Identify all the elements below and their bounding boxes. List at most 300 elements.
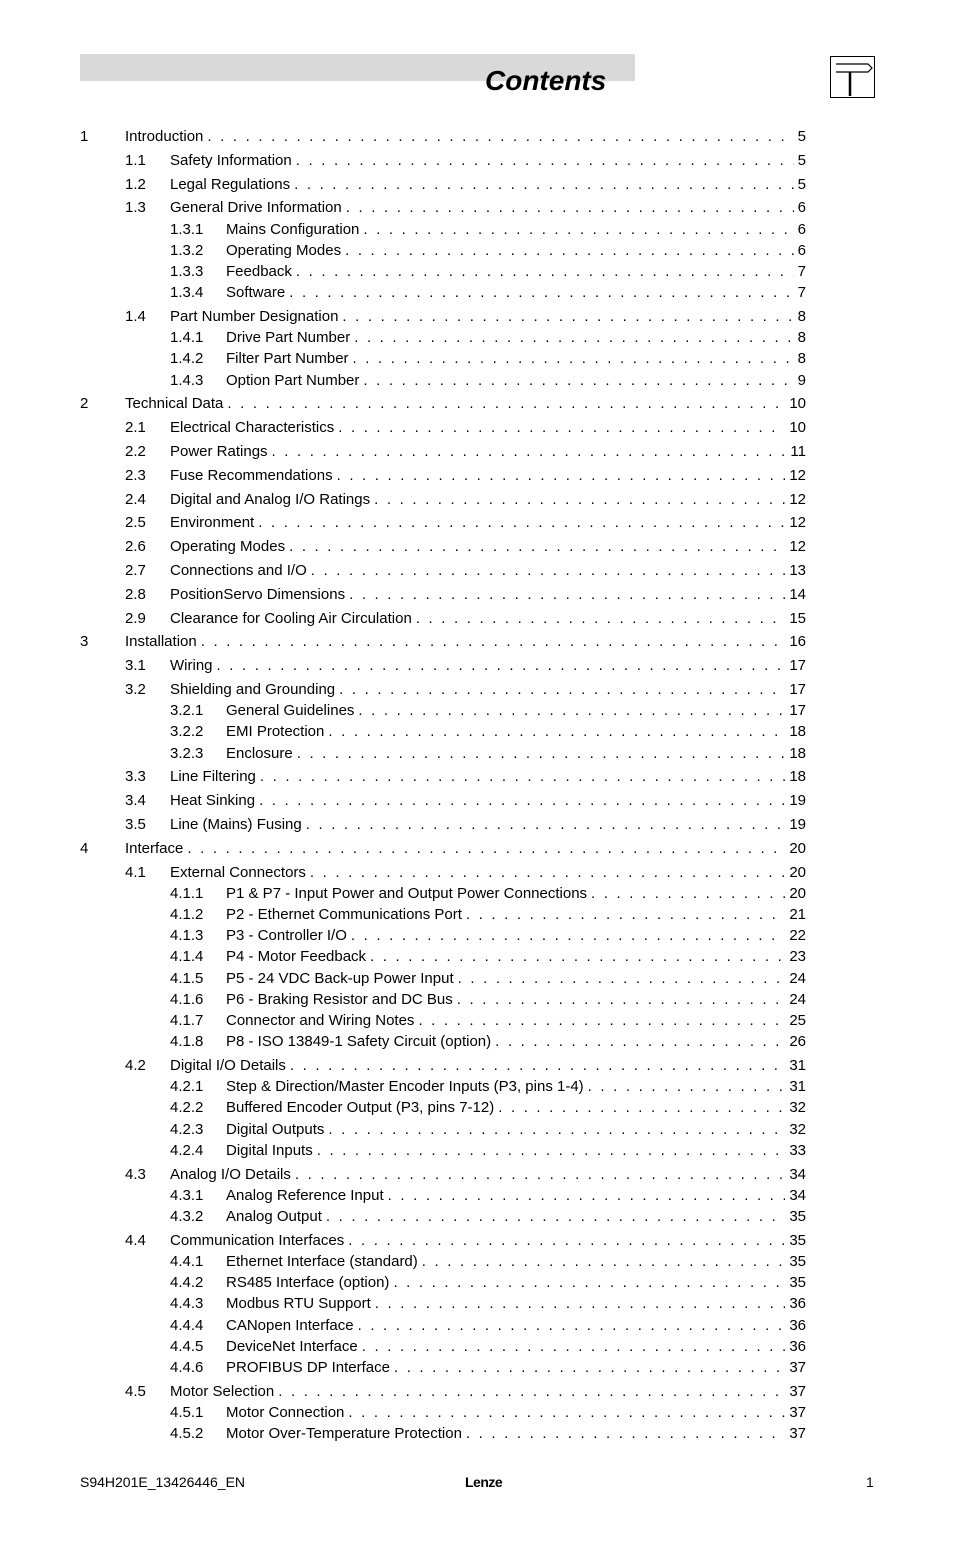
- dot-leader: [349, 585, 785, 605]
- toc-entry-line: [170, 513, 806, 533]
- toc-entry-page: 12: [789, 490, 806, 508]
- dot-leader: [351, 926, 785, 946]
- toc-entry-line: [226, 722, 806, 742]
- toc-entry[interactable]: [0, 418, 954, 438]
- toc-entry-line: [226, 1120, 806, 1140]
- toc-entry[interactable]: [0, 241, 954, 261]
- toc-entry-title: Technical Data: [125, 394, 227, 414]
- toc-entry-title: Digital Inputs: [226, 1141, 317, 1161]
- footer-page-number: 1: [866, 1474, 874, 1490]
- toc-entry[interactable]: [0, 791, 954, 811]
- dot-leader: [311, 561, 786, 581]
- toc-entry-page: 37: [789, 1425, 806, 1443]
- dot-leader: [418, 1011, 785, 1031]
- toc-entry-line: [226, 1424, 806, 1444]
- toc-entry-page: 25: [789, 1012, 806, 1029]
- toc-entry[interactable]: [0, 884, 954, 904]
- toc-entry-title: Electrical Characteristics: [170, 418, 338, 438]
- toc-entry-line: [226, 1337, 806, 1357]
- toc-entry-title: Drive Part Number: [226, 328, 354, 348]
- dot-leader: [326, 1207, 785, 1227]
- toc-entry[interactable]: [0, 632, 954, 652]
- toc-entry-page: 20: [789, 884, 806, 902]
- toc-entry-title: Clearance for Cooling Air Circulation: [170, 609, 416, 629]
- toc-entry-line: [125, 394, 806, 414]
- toc-entry-number: 4: [80, 839, 89, 857]
- toc-entry-page: 8: [797, 329, 806, 347]
- toc-entry-number: 1.3.3: [170, 263, 204, 280]
- toc-entry-number: 2.8: [125, 585, 146, 603]
- toc-entry-title: External Connectors: [170, 863, 310, 883]
- toc-entry-line: [170, 1231, 806, 1251]
- toc-entry-number: 4.2.2: [170, 1099, 204, 1117]
- toc-entry-page: 31: [789, 1078, 806, 1096]
- toc-entry-title: P4 - Motor Feedback: [226, 947, 370, 967]
- toc-entry-page: 5: [797, 175, 806, 193]
- toc-entry[interactable]: [0, 585, 954, 605]
- toc-entry-page: 16: [789, 633, 806, 651]
- toc-entry[interactable]: [0, 1056, 954, 1076]
- toc-entry-title: Motor Connection: [226, 1403, 348, 1423]
- dot-leader: [272, 442, 787, 462]
- toc-entry[interactable]: [0, 609, 954, 629]
- dot-leader: [259, 791, 785, 811]
- toc-entry-title: Digital and Analog I/O Ratings: [170, 490, 374, 510]
- dot-leader: [495, 1032, 785, 1052]
- toc-entry-title: Filter Part Number: [226, 349, 353, 369]
- toc-entry-line: [226, 1403, 806, 1423]
- toc-entry-title: P8 - ISO 13849-1 Safety Circuit (option): [226, 1032, 495, 1052]
- toc-entry-title: Part Number Designation: [170, 307, 342, 327]
- toc-entry[interactable]: [0, 1231, 954, 1251]
- dot-leader: [342, 307, 793, 327]
- toc-entry[interactable]: [0, 371, 954, 391]
- toc-entry-number: 1.4.3: [170, 371, 204, 389]
- dot-leader: [289, 537, 785, 557]
- dot-leader: [422, 1252, 786, 1272]
- toc-entry[interactable]: [0, 990, 954, 1010]
- dot-leader: [370, 947, 785, 967]
- toc-entry-page: 19: [789, 792, 806, 810]
- toc-entry[interactable]: [0, 307, 954, 327]
- dot-leader: [339, 680, 785, 700]
- toc-entry-number: 1.4: [125, 308, 146, 325]
- toc-entry-title: Fuse Recommendations: [170, 466, 337, 486]
- dot-leader: [457, 990, 786, 1010]
- toc-entry[interactable]: [0, 490, 954, 510]
- toc-entry-number: 4.2.1: [170, 1078, 204, 1096]
- toc-entry-number: 1.2: [125, 175, 146, 193]
- toc-entry-title: Analog Reference Input: [226, 1186, 388, 1206]
- toc-entry-page: 31: [789, 1057, 806, 1074]
- toc-entry-number: 2.2: [125, 443, 146, 460]
- toc-entry-line: [170, 585, 806, 605]
- toc-entry-title: Wiring: [170, 656, 217, 676]
- toc-entry[interactable]: [0, 1294, 954, 1314]
- dot-leader: [394, 1358, 785, 1378]
- toc-entry-title: Motor Over-Temperature Protection: [226, 1424, 466, 1444]
- toc-entry-line: [226, 969, 806, 989]
- toc-entry-number: 2.9: [125, 609, 146, 627]
- toc-entry-title: P3 - Controller I/O: [226, 926, 351, 946]
- toc-entry-page: 19: [789, 816, 806, 833]
- toc-entry-title: Analog I/O Details: [170, 1165, 295, 1185]
- toc-entry-title: Shielding and Grounding: [170, 680, 339, 700]
- toc-entry[interactable]: [0, 926, 954, 946]
- toc-entry[interactable]: [0, 1424, 954, 1444]
- toc-entry-title: Communication Interfaces: [170, 1231, 348, 1251]
- toc-entry[interactable]: [0, 394, 954, 414]
- toc-entry[interactable]: [0, 1077, 954, 1097]
- toc-entry-title: General Guidelines: [226, 701, 358, 721]
- toc-entry-number: 3.2: [125, 681, 146, 698]
- toc-entry[interactable]: [0, 1337, 954, 1357]
- toc-entry-page: 14: [789, 585, 806, 603]
- toc-entry[interactable]: [0, 220, 954, 240]
- toc-entry-page: 24: [789, 969, 806, 987]
- dot-leader: [466, 1424, 785, 1444]
- toc-entry[interactable]: [0, 151, 954, 171]
- toc-entry-line: [226, 1273, 806, 1293]
- toc-entry-page: 36: [789, 1316, 806, 1334]
- toc-entry-page: 6: [797, 241, 806, 259]
- dot-leader: [187, 839, 785, 859]
- toc-entry-title: DeviceNet Interface: [226, 1337, 362, 1357]
- toc-entry-number: 4.5.2: [170, 1425, 204, 1443]
- toc-entry-page: 12: [789, 538, 806, 556]
- toc-entry-line: [226, 328, 806, 348]
- toc-entry-number: 4.3: [125, 1165, 146, 1183]
- toc-entry-number: 4.1: [125, 863, 146, 881]
- toc-entry-title: Legal Regulations: [170, 175, 294, 195]
- toc-entry-title: EMI Protection: [226, 722, 328, 742]
- toc-entry-number: 4.2.4: [170, 1141, 204, 1159]
- toc-entry-page: 32: [789, 1120, 806, 1138]
- toc-entry-line: [170, 537, 806, 557]
- toc-entry-page: 36: [789, 1337, 806, 1355]
- dot-leader: [258, 513, 785, 533]
- toc-entry-page: 26: [789, 1033, 806, 1051]
- dot-leader: [296, 262, 794, 282]
- toc-entry[interactable]: [0, 744, 954, 764]
- toc-entry-number: 3.4: [125, 792, 146, 810]
- toc-entry-title: Analog Output: [226, 1207, 326, 1227]
- dot-leader: [591, 884, 785, 904]
- toc-entry-line: [170, 863, 806, 883]
- toc-entry-title: Software: [226, 283, 289, 303]
- toc-entry[interactable]: [0, 1382, 954, 1402]
- toc-entry-line: [170, 656, 806, 676]
- toc-entry-line: [226, 1207, 806, 1227]
- toc-entry[interactable]: [0, 1141, 954, 1161]
- toc-entry[interactable]: [0, 722, 954, 742]
- toc-entry-title: Digital I/O Details: [170, 1056, 290, 1076]
- toc-entry[interactable]: [0, 1120, 954, 1140]
- toc-entry-line: [226, 283, 806, 303]
- toc-entry[interactable]: [0, 815, 954, 835]
- toc-entry[interactable]: [0, 537, 954, 557]
- toc-entry-number: 4.3.1: [170, 1186, 204, 1204]
- dot-leader: [466, 905, 785, 925]
- dot-leader: [207, 127, 793, 147]
- toc-entry-number: 4.4.5: [170, 1337, 204, 1355]
- toc-entry-number: 4.1.3: [170, 927, 204, 945]
- toc-entry-page: 35: [789, 1208, 806, 1225]
- toc-entry[interactable]: [0, 905, 954, 925]
- toc-entry-title: P1 & P7 - Input Power and Output Power Connections: [226, 884, 591, 904]
- toc-entry-title: Line Filtering: [170, 767, 260, 787]
- toc-entry-page: 15: [789, 609, 806, 627]
- toc-entry-page: 8: [797, 308, 806, 325]
- toc-entry-number: 2.1: [125, 419, 146, 437]
- dot-leader: [358, 1316, 786, 1336]
- toc-entry-line: [170, 609, 806, 629]
- toc-entry[interactable]: [0, 1186, 954, 1206]
- toc-entry-page: 9: [797, 371, 806, 389]
- toc-entry-line: [170, 815, 806, 835]
- toc-entry-line: [226, 947, 806, 967]
- toc-entry-page: 18: [789, 768, 806, 786]
- toc-entry[interactable]: [0, 198, 954, 218]
- toc-entry-number: 2.7: [125, 562, 146, 579]
- toc-entry-line: [170, 175, 806, 195]
- toc-entry-number: 2.6: [125, 538, 146, 556]
- dot-leader: [328, 722, 785, 742]
- dot-leader: [290, 1056, 785, 1076]
- toc-entry-page: 35: [789, 1231, 806, 1249]
- toc-entry-line: [170, 307, 806, 327]
- dot-leader: [363, 371, 793, 391]
- toc-entry[interactable]: [0, 1273, 954, 1293]
- toc-entry-page: 7: [797, 263, 806, 280]
- toc-entry[interactable]: [0, 1011, 954, 1031]
- toc-entry[interactable]: [0, 947, 954, 967]
- toc-entry-title: Safety Information: [170, 151, 296, 171]
- toc-entry-title: CANopen Interface: [226, 1316, 358, 1336]
- toc-entry-title: P5 - 24 VDC Back-up Power Input: [226, 969, 458, 989]
- toc-entry-line: [226, 701, 806, 721]
- toc-entry-title: Modbus RTU Support: [226, 1294, 375, 1314]
- toc-entry[interactable]: [0, 442, 954, 462]
- dot-leader: [338, 418, 785, 438]
- toc-entry[interactable]: [0, 767, 954, 787]
- dot-leader: [337, 466, 786, 486]
- toc-entry-number: 3.5: [125, 816, 146, 833]
- toc-entry-number: 4.1.4: [170, 948, 204, 966]
- toc-entry-line: [170, 442, 806, 462]
- toc-entry-line: [170, 198, 806, 218]
- toc-entry-title: Ethernet Interface (standard): [226, 1252, 422, 1272]
- toc-entry-page: 24: [789, 990, 806, 1008]
- toc-entry[interactable]: [0, 969, 954, 989]
- toc-entry[interactable]: [0, 328, 954, 348]
- toc-entry-line: [226, 905, 806, 925]
- toc-entry-page: 34: [789, 1165, 806, 1183]
- toc-entry-number: 4.4.2: [170, 1274, 204, 1292]
- dot-leader: [363, 220, 793, 240]
- toc-entry-line: [226, 1098, 806, 1118]
- toc-entry[interactable]: [0, 283, 954, 303]
- dot-leader: [498, 1098, 785, 1118]
- toc-entry-title: RS485 Interface (option): [226, 1273, 393, 1293]
- toc-entry-title: P6 - Braking Resistor and DC Bus: [226, 990, 457, 1010]
- toc-entry-number: 4.3.2: [170, 1208, 204, 1225]
- toc-entry-line: [125, 632, 806, 652]
- toc-entry-page: 5: [797, 128, 806, 145]
- toc-entry-title: Operating Modes: [170, 537, 289, 557]
- toc-entry[interactable]: [0, 1252, 954, 1272]
- dot-leader: [296, 151, 794, 171]
- toc-entry-page: 13: [789, 562, 806, 579]
- toc-entry-page: 6: [797, 199, 806, 217]
- toc-entry[interactable]: [0, 701, 954, 721]
- footer-brand-logo: Lenze: [465, 1474, 503, 1490]
- toc-entry-line: [170, 1382, 806, 1402]
- dot-leader: [317, 1141, 786, 1161]
- toc-entry-number: 4.5: [125, 1382, 146, 1400]
- toc-entry-number: 4.2.3: [170, 1120, 204, 1138]
- toc-entry-number: 2.3: [125, 466, 146, 484]
- toc-entry[interactable]: [0, 1358, 954, 1378]
- toc-entry-title: Motor Selection: [170, 1382, 278, 1402]
- toc-entry-page: 12: [789, 466, 806, 484]
- toc-entry-line: [226, 884, 806, 904]
- dot-leader: [201, 632, 786, 652]
- dot-leader: [260, 767, 785, 787]
- toc-entry[interactable]: [0, 513, 954, 533]
- toc-entry-title: Enclosure: [226, 744, 297, 764]
- dot-leader: [310, 863, 785, 883]
- toc-entry-page: 6: [797, 220, 806, 238]
- toc-entry-page: 18: [789, 723, 806, 741]
- toc-entry-line: [125, 127, 806, 147]
- toc-entry-line: [226, 220, 806, 240]
- toc-entry-line: [226, 1294, 806, 1314]
- toc-entry-page: 18: [789, 744, 806, 762]
- toc-entry-line: [170, 1165, 806, 1185]
- toc-entry-title: Power Ratings: [170, 442, 272, 462]
- toc-entry-number: 2: [80, 395, 89, 413]
- toc-entry-line: [170, 466, 806, 486]
- toc-entry-line: [226, 990, 806, 1010]
- toc-entry[interactable]: [0, 466, 954, 486]
- toc-entry[interactable]: [0, 1403, 954, 1423]
- toc-entry-number: 4.1.5: [170, 969, 204, 987]
- toc-entry-number: 1.3: [125, 199, 146, 217]
- toc-entry-page: 36: [789, 1295, 806, 1313]
- toc-entry-number: 4.4.1: [170, 1253, 204, 1270]
- toc-entry-number: 4.1.8: [170, 1033, 204, 1051]
- toc-entry-number: 4.1.7: [170, 1012, 204, 1029]
- toc-entry[interactable]: [0, 863, 954, 883]
- toc-entry-line: [226, 1141, 806, 1161]
- toc-entry-number: 4.1.2: [170, 906, 204, 923]
- toc-entry-page: 37: [789, 1404, 806, 1421]
- toc-entry-page: 37: [789, 1359, 806, 1376]
- toc-entry-title: Buffered Encoder Output (P3, pins 7-12): [226, 1098, 498, 1118]
- toc-entry-line: [170, 490, 806, 510]
- toc-entry-number: 2.4: [125, 490, 146, 508]
- toc-entry-number: 1.3.2: [170, 241, 204, 259]
- toc-entry-page: 10: [789, 419, 806, 437]
- toc-entry-page: 12: [789, 514, 806, 532]
- toc-entry-title: General Drive Information: [170, 198, 346, 218]
- toc-entry-title: Feedback: [226, 262, 296, 282]
- toc-entry-page: 20: [789, 839, 806, 857]
- toc-entry[interactable]: [0, 349, 954, 369]
- toc-entry[interactable]: [0, 175, 954, 195]
- toc-entry[interactable]: [0, 1098, 954, 1118]
- toc-entry[interactable]: [0, 262, 954, 282]
- toc-entry-title: PositionServo Dimensions: [170, 585, 349, 605]
- toc-entry-page: 17: [789, 702, 806, 720]
- toc-entry-title: Introduction: [125, 127, 207, 147]
- toc-entry[interactable]: [0, 1032, 954, 1052]
- toc-entry-page: 37: [789, 1382, 806, 1400]
- toc-entry[interactable]: [0, 127, 954, 147]
- toc-entry-page: 17: [789, 657, 806, 675]
- toc-entry-line: [226, 1011, 806, 1031]
- toc-entry-line: [226, 1077, 806, 1097]
- toc-entry-line: [226, 349, 806, 369]
- dot-leader: [348, 1231, 785, 1251]
- toc-entry-line: [226, 1358, 806, 1378]
- toc-entry-number: 3.2.2: [170, 723, 204, 741]
- toc-entry-number: 3.3: [125, 768, 146, 786]
- toc-entry-title: Operating Modes: [226, 241, 345, 261]
- toc-entry-number: 1.3.4: [170, 284, 204, 302]
- dot-leader: [217, 656, 786, 676]
- page-title: Contents: [485, 65, 607, 96]
- toc-entry-title: Connections and I/O: [170, 561, 311, 581]
- toc-entry[interactable]: [0, 656, 954, 676]
- toc-entry-line: [170, 767, 806, 787]
- toc-entry-page: 23: [789, 948, 806, 966]
- toc-entry-number: 1.1: [125, 151, 146, 169]
- toc-entry-number: 3.2.3: [170, 744, 204, 762]
- toc-entry-title: Interface: [125, 839, 187, 859]
- toc-entry[interactable]: [0, 561, 954, 581]
- toc-entry[interactable]: [0, 839, 954, 859]
- dot-leader: [458, 969, 786, 989]
- toc-entry[interactable]: [0, 1165, 954, 1185]
- dot-leader: [362, 1337, 786, 1357]
- toc-entry[interactable]: [0, 1316, 954, 1336]
- dot-leader: [388, 1186, 786, 1206]
- toc-entry[interactable]: [0, 1207, 954, 1227]
- dot-leader: [278, 1382, 785, 1402]
- toc-entry-page: 33: [789, 1141, 806, 1159]
- toc-entry-page: 21: [789, 906, 806, 923]
- toc-entry-number: 4.4.3: [170, 1295, 204, 1313]
- toc-entry-title: P2 - Ethernet Communications Port: [226, 905, 466, 925]
- toc-entry-line: [170, 791, 806, 811]
- toc-entry-line: [226, 1032, 806, 1052]
- toc-entry-title: Heat Sinking: [170, 791, 259, 811]
- dot-leader: [289, 283, 793, 303]
- toc-entry-page: 20: [789, 863, 806, 881]
- toc-entry-page: 35: [789, 1274, 806, 1292]
- toc-entry-title: Installation: [125, 632, 201, 652]
- toc-entry-line: [125, 839, 806, 859]
- toc-entry-page: 32: [789, 1099, 806, 1117]
- toc-entry[interactable]: [0, 680, 954, 700]
- footer-document-id: S94H201E_13426446_EN: [80, 1474, 246, 1490]
- dot-leader: [353, 349, 794, 369]
- dot-leader: [306, 815, 786, 835]
- dot-leader: [294, 175, 794, 195]
- toc-entry-title: Line (Mains) Fusing: [170, 815, 306, 835]
